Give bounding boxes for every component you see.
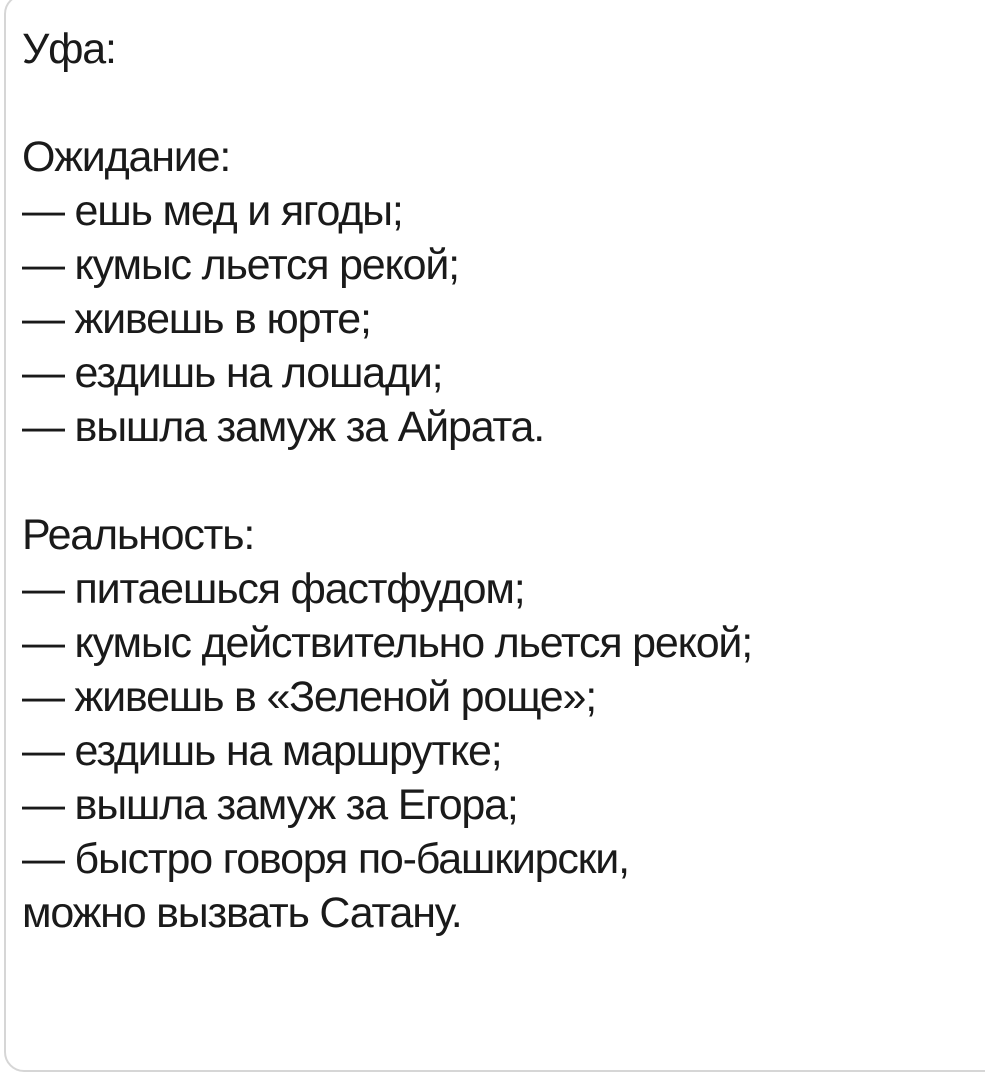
reality-item: — вышла замуж за Егора; [22,781,518,829]
expectation-item: — ешь мед и ягоды; [22,187,403,235]
blank-line [22,454,972,508]
expectation-item: — живешь в юрте; [22,295,371,343]
expectation-heading: Ожидание: [22,133,231,181]
reality-item: — быстро говоря по-башкирски, [22,835,629,883]
expectation-item: — вышла замуж за Айрата. [22,403,544,451]
post-text [22,22,972,940]
expectation-item: — ездишь на лошади; [22,349,443,397]
expectation-item: — кумыс льется рекой; [22,241,459,289]
post-title: Уфа: [22,25,116,73]
reality-item: — живешь в «Зеленой роще»; [22,673,596,721]
blank-line [22,76,972,130]
reality-item: можно вызвать Сатану. [22,889,462,937]
reality-item: — кумыс действительно льется рекой; [22,619,752,667]
reality-heading: Реальность: [22,511,255,559]
reality-item: — питаешься фастфудом; [22,565,525,613]
reality-item: — ездишь на маршрутке; [22,727,502,775]
